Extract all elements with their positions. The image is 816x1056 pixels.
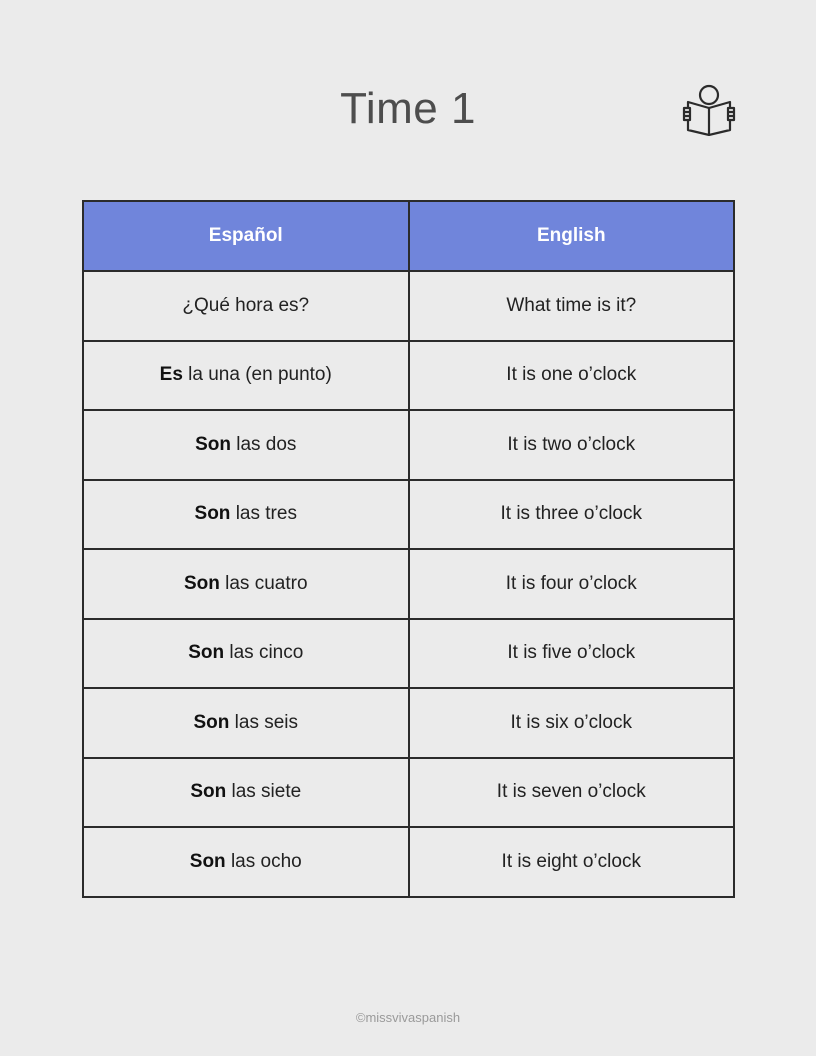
verb-word: Son — [194, 503, 231, 525]
spanish-phrase: la una (en punto) — [182, 364, 332, 386]
header-spanish: Español — [83, 201, 409, 271]
spanish-cell — [83, 480, 409, 550]
verb-word: Son — [189, 850, 226, 872]
english-cell: It is seven o’clock — [409, 758, 735, 828]
english-cell: It is three o’clock — [409, 480, 735, 550]
page-title: Time 1 — [340, 84, 476, 133]
spanish-cell — [83, 619, 409, 689]
table-header-row — [83, 201, 734, 271]
footer-credit: ©missvivaspanish — [355, 1010, 461, 1025]
english-cell: It is two o’clock — [409, 410, 735, 480]
verb-word: Son — [195, 433, 231, 455]
table-row — [83, 619, 734, 689]
table-row — [83, 827, 734, 897]
spanish-phrase: las cuatro — [219, 572, 308, 594]
english-cell: It is six o’clock — [409, 688, 735, 758]
spanish-cell — [83, 758, 409, 828]
vocabulary-table — [82, 200, 735, 898]
table-row — [83, 480, 734, 550]
table-row — [83, 271, 734, 341]
spanish-cell — [83, 271, 409, 341]
verb-word: Es — [159, 364, 183, 386]
english-cell: What time is it? — [409, 271, 735, 341]
spanish-cell — [83, 688, 409, 758]
header-english: English — [409, 201, 735, 271]
english-cell: It is eight o’clock — [409, 827, 735, 897]
spanish-cell — [83, 341, 409, 411]
english-cell: It is one o’clock — [409, 341, 735, 411]
spanish-phrase: ¿Qué hora es? — [182, 294, 310, 316]
verb-word: Son — [190, 781, 227, 803]
verb-word: Son — [193, 711, 230, 733]
spanish-phrase: las dos — [230, 433, 297, 455]
spanish-cell — [83, 549, 409, 619]
verb-word: Son — [183, 572, 220, 594]
spanish-phrase: las cinco — [224, 642, 304, 664]
spanish-cell — [83, 827, 409, 897]
spanish-phrase: las seis — [229, 711, 299, 733]
table-row — [83, 341, 734, 411]
table-row — [83, 688, 734, 758]
spanish-phrase: las siete — [226, 781, 302, 803]
book-reader-icon — [682, 84, 736, 136]
verb-word: Son — [188, 642, 225, 664]
english-cell: It is five o’clock — [409, 619, 735, 689]
spanish-cell — [83, 410, 409, 480]
spanish-phrase: las ocho — [225, 850, 302, 872]
table-row — [83, 758, 734, 828]
english-cell: It is four o’clock — [409, 549, 735, 619]
table-row — [83, 410, 734, 480]
spanish-phrase: las tres — [230, 503, 297, 525]
table-row — [83, 549, 734, 619]
